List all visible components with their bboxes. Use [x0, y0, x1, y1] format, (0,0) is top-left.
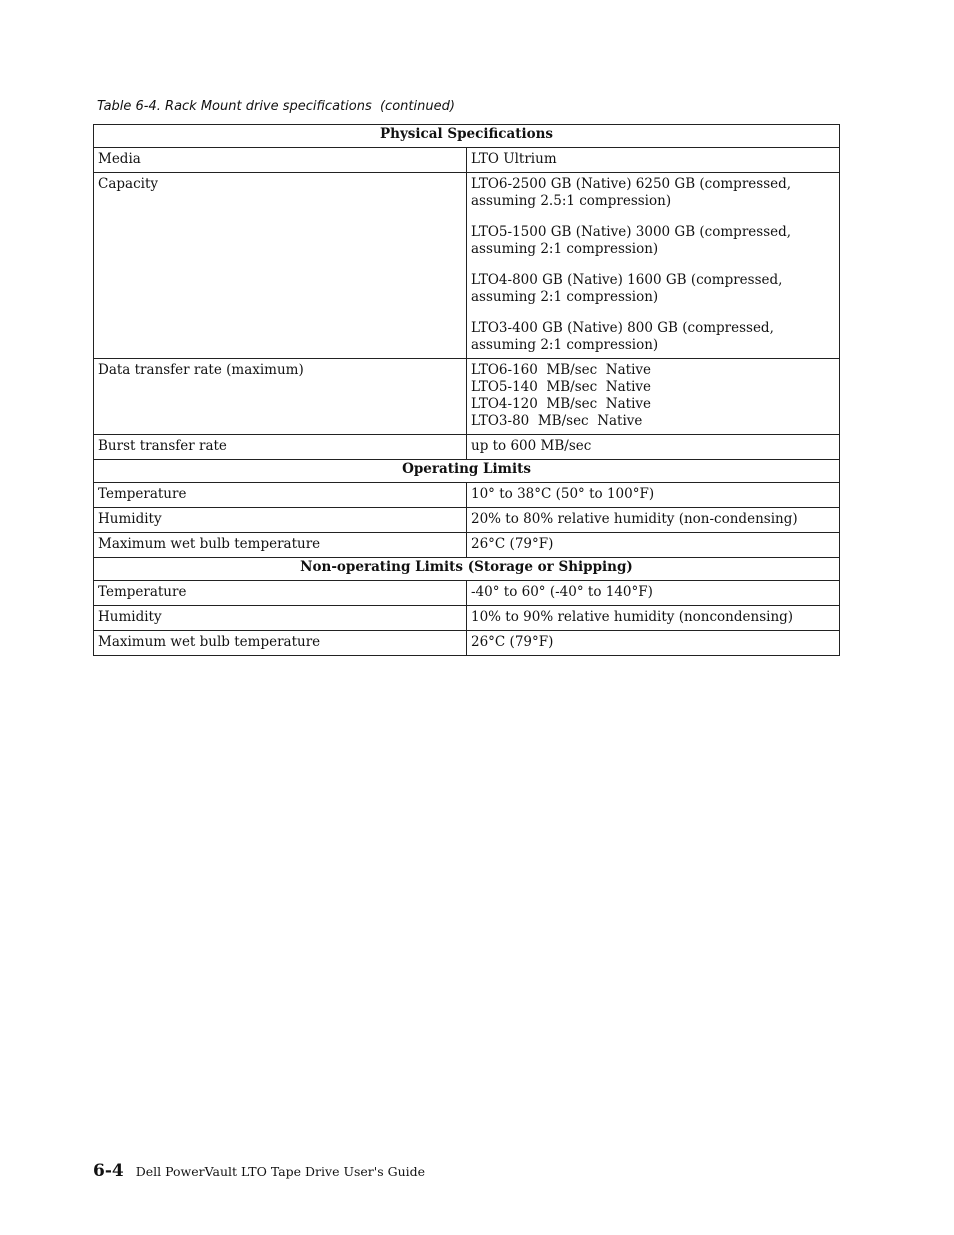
section-header-row	[94, 460, 840, 483]
capacity-lto5: LTO5-1500 GB (Native) 3000 GB (compressed, assuming 2:1 compression)	[471, 224, 792, 257]
table-row	[94, 435, 840, 460]
table-row	[94, 581, 840, 606]
storage-humidity-value: 10% to 90% relative humidity (noncondensing)	[467, 606, 840, 631]
specifications-table	[93, 124, 840, 656]
storage-temperature-value: -40° to 60° (-40° to 140°F)	[467, 581, 840, 606]
transfer-rate-lto3: LTO3-80 MB/sec Native	[471, 413, 643, 429]
media-value: LTO Ultrium	[467, 148, 840, 173]
capacity-lto4: LTO4-800 GB (Native) 1600 GB (compressed, assuming 2:1 compression)	[471, 272, 783, 305]
table-row	[94, 483, 840, 508]
data-transfer-rate-label: Data transfer rate (maximum)	[94, 359, 467, 435]
table-row	[94, 508, 840, 533]
page-number: 6-4	[93, 1161, 124, 1181]
storage-wet-bulb-label: Maximum wet bulb temperature	[94, 631, 467, 656]
page-footer	[93, 1161, 425, 1181]
capacity-value	[467, 173, 840, 359]
data-transfer-rate-value	[467, 359, 840, 435]
operating-humidity-value: 20% to 80% relative humidity (non-condensing)	[467, 508, 840, 533]
operating-temperature-value: 10° to 38°C (50° to 100°F)	[467, 483, 840, 508]
storage-temperature-label: Temperature	[94, 581, 467, 606]
table-row	[94, 173, 840, 359]
document-title: Dell PowerVault LTO Tape Drive User's Guide	[135, 1164, 426, 1179]
operating-limits-heading: Operating Limits	[94, 460, 840, 483]
non-operating-limits-heading: Non-operating Limits (Storage or Shipping)	[94, 558, 840, 581]
table-row	[94, 148, 840, 173]
storage-humidity-label: Humidity	[94, 606, 467, 631]
burst-transfer-rate-label: Burst transfer rate	[94, 435, 467, 460]
capacity-label: Capacity	[94, 173, 467, 359]
section-header-row	[94, 558, 840, 581]
table-row	[94, 533, 840, 558]
transfer-rate-lto5: LTO5-140 MB/sec Native	[471, 379, 652, 395]
table-row	[94, 359, 840, 435]
table-row	[94, 631, 840, 656]
section-header-row	[94, 125, 840, 148]
operating-humidity-label: Humidity	[94, 508, 467, 533]
operating-temperature-label: Temperature	[94, 483, 467, 508]
transfer-rate-lto6: LTO6-160 MB/sec Native	[471, 362, 652, 378]
transfer-rate-lto4: LTO4-120 MB/sec Native	[471, 396, 652, 412]
capacity-lto3: LTO3-400 GB (Native) 800 GB (compressed, assuming 2:1 compression)	[471, 320, 774, 353]
operating-wet-bulb-value: 26°C (79°F)	[467, 533, 840, 558]
physical-specifications-heading: Physical Specifications	[94, 125, 840, 148]
storage-wet-bulb-value: 26°C (79°F)	[467, 631, 840, 656]
burst-transfer-rate-value: up to 600 MB/sec	[467, 435, 840, 460]
operating-wet-bulb-label: Maximum wet bulb temperature	[94, 533, 467, 558]
table-row	[94, 606, 840, 631]
capacity-lto6: LTO6-2500 GB (Native) 6250 GB (compressed, assuming 2.5:1 compression)	[471, 176, 792, 209]
table-caption: Table 6-4. Rack Mount drive specifications (continued)	[97, 99, 455, 114]
media-label: Media	[94, 148, 467, 173]
